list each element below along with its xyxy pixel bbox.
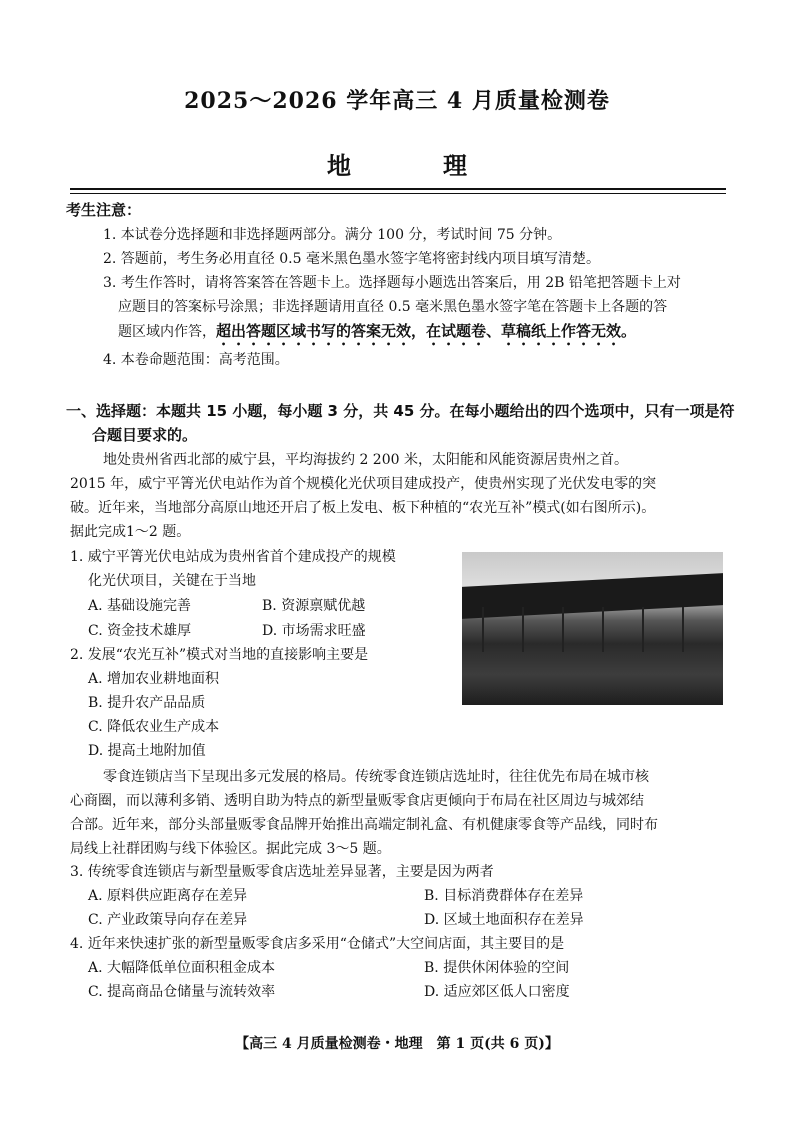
question-2-stem: 2. 发展“农光互补”模式对当地的直接影响主要是 <box>70 647 369 663</box>
q3-option-d: D. 区域土地面积存在差异 <box>424 912 584 928</box>
q2-option-c: C. 降低农业生产成本 <box>88 719 220 735</box>
passage-line: 局线上社群团购与线下体验区。据此完成 3～5 题。 <box>70 841 391 857</box>
header-rule <box>70 188 726 190</box>
support-post <box>642 607 644 652</box>
agrivoltaic-photo <box>462 552 723 705</box>
support-post <box>522 607 524 652</box>
q2-option-d: D. 提高土地附加值 <box>88 743 206 759</box>
notice-item: 3. 考生作答时，请将答案答在答题卡上。选择题每小题选出答案后，用 2B 铅笔把答题卡上对 <box>103 275 681 291</box>
support-post <box>682 607 684 652</box>
q1-option-a: A. 基础设施完善 <box>88 598 192 614</box>
passage-line: 据此完成1～2 题。 <box>70 524 191 540</box>
header-rule-thin <box>70 193 726 194</box>
q1-option-b: B. 资源禀赋优越 <box>262 598 366 614</box>
notice-item: 应题目的答案标号涂黑；非选择题请用直径 0.5 毫米黑色墨水签字笔在答题卡上各题的答 <box>118 299 668 315</box>
q4-option-c: C. 提高商品仓储量与流转效率 <box>88 984 276 1000</box>
support-post <box>602 607 604 652</box>
q1-option-c: C. 资金技术雄厚 <box>88 623 192 639</box>
q3-option-c: C. 产业政策导向存在差异 <box>88 912 248 928</box>
section-heading-cont: 合题目要求的。 <box>92 426 198 444</box>
exam-title: 2025～2026 学年高三 4 月质量检测卷 <box>184 88 610 114</box>
question-3-stem: 3. 传统零食连锁店与新型量贩零食店选址差异显著，主要是因为两者 <box>70 864 494 880</box>
question-4-stem: 4. 近年来快速扩张的新型量贩零食店多采用“仓储式”大空间店面，其主要目的是 <box>70 936 565 952</box>
passage-line: 2015 年，威宁平箐光伏电站作为首个规模化光伏项目建成投产，使贵州实现了光伏发电零的突 <box>70 476 657 492</box>
notice-item: 2. 答题前，考生务必用直径 0.5 毫米黑色墨水签字笔将密封线内项目填写清楚。 <box>103 251 600 267</box>
support-post <box>562 607 564 652</box>
notice-item-text: 题区域内作答， <box>118 324 216 340</box>
notice-heading: 考生注意： <box>66 201 142 219</box>
support-post <box>482 607 484 652</box>
notice-emphasis: 超出答题区域书写的答案无效，在试题卷、草稿纸上作答无效。 <box>216 322 637 340</box>
section-heading: 一、选择题：本题共 15 小题，每小题 3 分，共 45 分。在每小题给出的四个选项中，只有一项是符 <box>66 402 735 420</box>
q4-option-a: A. 大幅降低单位面积租金成本 <box>88 960 276 976</box>
subject-title: 地 理 <box>327 151 501 180</box>
passage-line: 合部。近年来，部分头部量贩零食品牌开始推出高端定制礼盒、有机健康零食等产品线，同时布 <box>70 817 658 833</box>
notice-item: 4. 本卷命题范围：高考范围。 <box>103 352 289 368</box>
page-footer: 【高三 4 月质量检测卷・地理 第 1 页(共 6 页)】 <box>235 1036 559 1052</box>
passage-line: 零食连锁店当下呈现出多元发展的格局。传统零食连锁店选址时，往往优先布局在城市核 <box>103 769 649 785</box>
q2-option-b: B. 提升农产品品质 <box>88 695 206 711</box>
passage-line: 心商圈，而以薄利多销、透明自助为特点的新型量贩零食店更倾向于布局在社区周边与城郊结 <box>70 793 644 809</box>
q1-option-d: D. 市场需求旺盛 <box>262 623 366 639</box>
passage-line: 破。近年来，当地部分高原山地还开启了板上发电、板下种植的“农光互补”模式(如右图所示)。 <box>70 500 656 516</box>
passage-line: 地处贵州省西北部的威宁县，平均海拔约 2 200 米，太阳能和风能资源居贵州之首。 <box>103 452 628 468</box>
q2-option-a: A. 增加农业耕地面积 <box>88 671 220 687</box>
q3-option-a: A. 原料供应距离存在差异 <box>88 888 248 904</box>
q4-option-d: D. 适应郊区低人口密度 <box>424 984 570 1000</box>
q3-option-b: B. 目标消费群体存在差异 <box>424 888 584 904</box>
notice-item <box>118 321 636 349</box>
question-1-stem: 1. 威宁平箐光伏电站成为贵州省首个建成投产的规模 <box>70 549 396 565</box>
notice-item: 1. 本试卷分选择题和非选择题两部分。满分 100 分，考试时间 75 分钟。 <box>103 227 562 243</box>
q4-option-b: B. 提供休闲体验的空间 <box>424 960 570 976</box>
question-1-stem-cont: 化光伏项目，关键在于当地 <box>88 573 256 589</box>
